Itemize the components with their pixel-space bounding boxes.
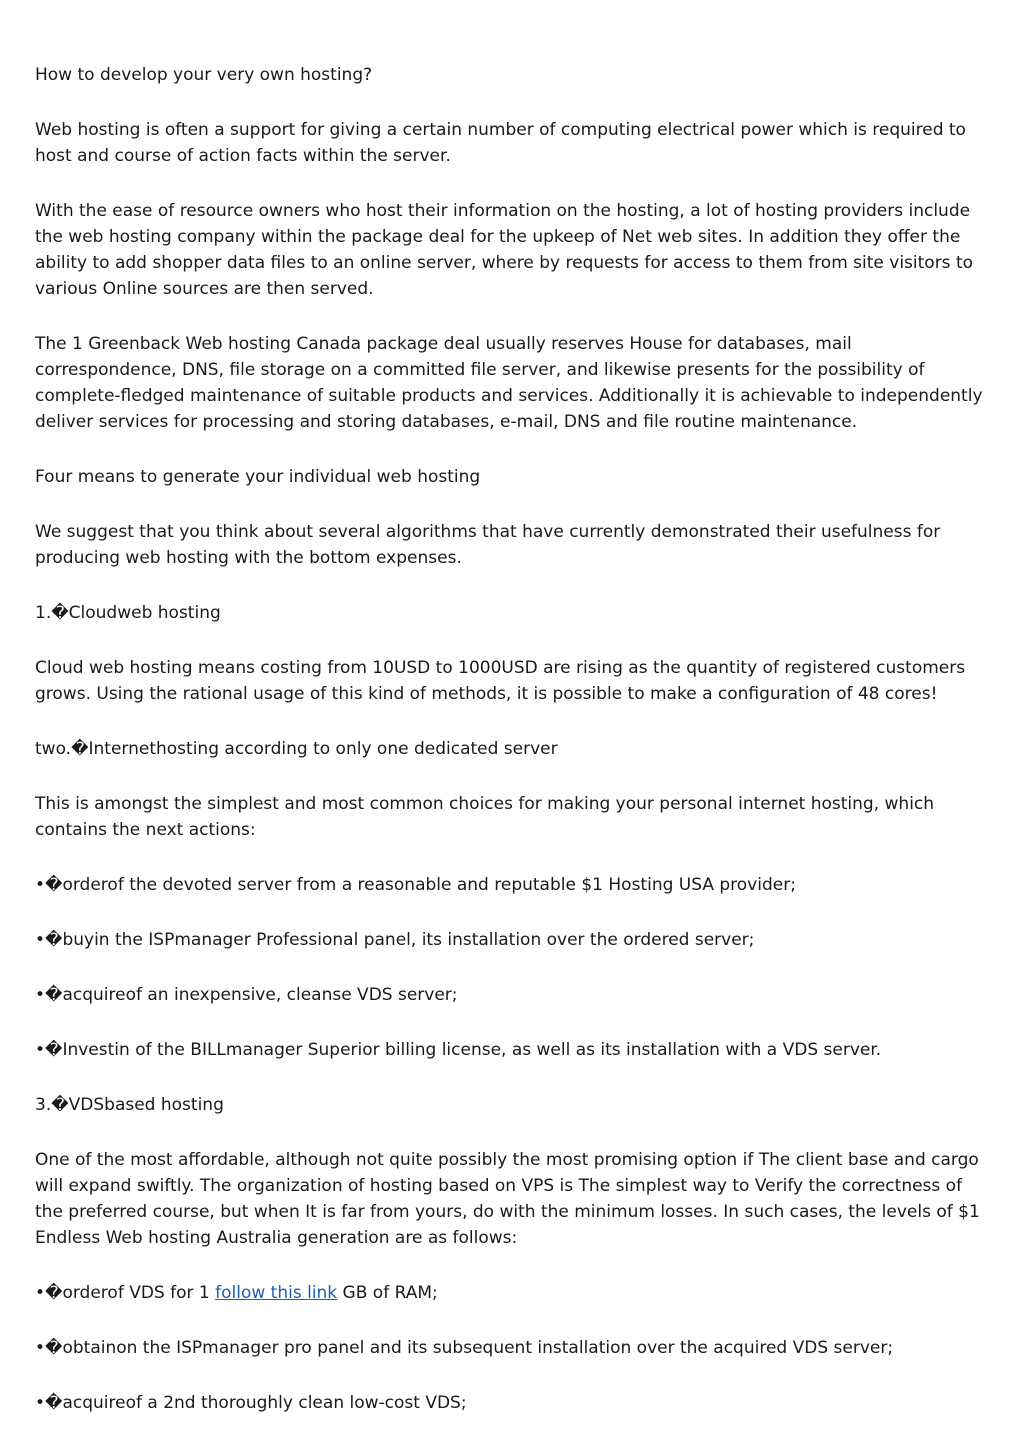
list-item: •�acquireof an inexpensive, cleanse VDS server; [35, 985, 458, 1005]
heading-cloud-hosting: 1.�Cloudweb hosting [35, 603, 221, 623]
paragraph-cloud-hosting: Cloud web hosting means costing from 10USD to 1000USD are rising as the quantity of registered customers grows. Using the rational usage of this kind of methods, it is possible to make a configuration of 48 cores! [35, 658, 966, 704]
follow-this-link[interactable]: follow this link [215, 1283, 338, 1303]
list-item [35, 1280, 995, 1306]
paragraph-dedicated-server: This is amongst the simplest and most common choices for making your personal internet hosting, which contains the next actions: [35, 794, 935, 840]
heading-dedicated-server: two.�Internethosting according to only one dedicated server [35, 739, 558, 759]
paragraph-resource-owners: With the ease of resource owners who host their information on the hosting, a lot of hosting providers include the web hosting company within the package deal for the upkeep of Net web sites. In addition they offer the ability to add shopper data files to an online server, where by requests for access to them from site visitors to various Online sources are then served. [35, 201, 974, 299]
paragraph-vds-hosting: One of the most affordable, although not quite possibly the most promising option if The client base and cargo will expand swiftly. The organization of hosting based on VPS is The simplest way to Verify the correctness of the preferred course, but when It is far from yours, do with the minimum losses. In such cases, the levels of $1 Endless Web hosting Australia generation are as follows: [35, 1150, 980, 1248]
list-item-text-after-link: GB of RAM; [337, 1283, 438, 1303]
document-title: How to develop your very own hosting? [35, 65, 373, 85]
paragraph-web-hosting-definition: Web hosting is often a support for giving a certain number of computing electrical power which is required to host and course of action facts within the server. [35, 120, 966, 166]
heading-four-means: Four means to generate your individual web hosting [35, 467, 481, 487]
list-item: •�buyin the ISPmanager Professional panel, its installation over the ordered server; [35, 930, 755, 950]
list-item: •�acquireof a 2nd thoroughly clean low-cost VDS; [35, 1393, 467, 1413]
list-item-text-before-link: •�orderof VDS for 1 [35, 1283, 216, 1303]
paragraph-canada-package: The 1 Greenback Web hosting Canada package deal usually reserves House for databases, mail correspondence, DNS, file storage on a committed file server, and likewise presents for the possibility of complete-fledged maintenance of suitable products and services. Additionally it is achievable to independently deliver services for processing and storing databases, e-mail, DNS and file routine maintenance. [35, 334, 983, 432]
heading-vds-hosting: 3.�VDSbased hosting [35, 1095, 224, 1115]
list-item: •�Investin of the BILLmanager Superior billing license, as well as its installation with a VDS server. [35, 1040, 882, 1060]
paragraph-algorithms: We suggest that you think about several algorithms that have currently demonstrated their usefulness for producing web hosting with the bottom expenses. [35, 522, 941, 568]
document-body [35, 62, 995, 1445]
list-item: •�orderof the devoted server from a reasonable and reputable $1 Hosting USA provider; [35, 875, 796, 895]
list-item: •�obtainon the ISPmanager pro panel and its subsequent installation over the acquired VDS server; [35, 1338, 894, 1358]
